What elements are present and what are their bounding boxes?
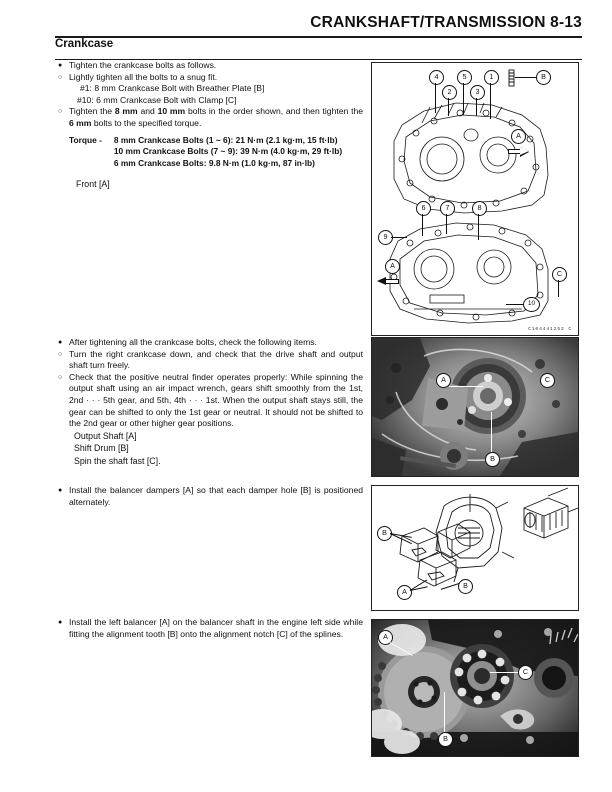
section-heading-block bbox=[55, 38, 582, 58]
callout-C: C bbox=[552, 267, 567, 282]
instruction-block-1 bbox=[58, 60, 363, 191]
leader-line bbox=[391, 237, 407, 238]
torque-line: 8 mm Crankcase Bolts (1 ~ 6): 21 N·m (2.1 kg·m, 15 ft·lb) bbox=[113, 134, 338, 145]
leader-line bbox=[515, 77, 536, 78]
crankcase-line-drawing bbox=[372, 63, 578, 335]
hollow-bullet-icon bbox=[58, 349, 62, 361]
figure-balancer-dampers bbox=[371, 485, 579, 611]
list-item-text: Turn the right crankcase down, and check that the drive shaft and output shaft turn freely. bbox=[69, 348, 363, 371]
list-item bbox=[58, 60, 363, 72]
callout-7: 7 bbox=[440, 201, 455, 216]
sub-text: #10: 6 mm Crankcase Bolt with Clamp [C] bbox=[77, 94, 237, 105]
callout-A: A bbox=[378, 630, 393, 645]
list-item bbox=[58, 106, 363, 129]
section-title: Crankcase bbox=[55, 38, 114, 50]
list-item-text: Lightly tighten all the bolts to a snug fit. bbox=[69, 71, 218, 82]
list-item-text: After tightening all the crankcase bolts, check the following items. bbox=[69, 337, 317, 347]
list-item bbox=[58, 349, 363, 372]
filled-bullet-icon bbox=[58, 337, 62, 349]
leader-line bbox=[478, 214, 479, 240]
leader-line bbox=[491, 412, 492, 452]
torque-line: 6 mm Crankcase Bolts: 9.8 N·m (1.0 kg·m, 87 in·lb) bbox=[113, 158, 315, 169]
leader-line bbox=[490, 672, 518, 673]
leader-line bbox=[449, 386, 483, 387]
shift-drum-label: Shift Drum [B] bbox=[74, 443, 129, 454]
front-direction-arrow-upper bbox=[508, 147, 530, 156]
list-item-text-mid: and bbox=[137, 106, 158, 117]
callout-B-lower: B bbox=[458, 579, 473, 594]
callout-9: 9 bbox=[378, 230, 393, 245]
leader-line bbox=[476, 98, 477, 116]
figure-crankcase-bolt-order bbox=[371, 62, 579, 336]
callout-B: B bbox=[536, 70, 551, 85]
left-balancer-photo bbox=[372, 620, 578, 756]
instruction-block-4 bbox=[58, 617, 363, 640]
leader-line bbox=[422, 214, 423, 236]
list-item-text-pre: Tighten the bbox=[69, 106, 115, 117]
callout-B-upper: B bbox=[377, 526, 392, 541]
instruction-block-3 bbox=[58, 485, 363, 508]
output-shaft-label: Output Shaft [A] bbox=[74, 430, 137, 441]
page-title: CRANKSHAFT/TRANSMISSION 8-13 bbox=[310, 14, 582, 31]
figure-neutral-finder-check bbox=[371, 337, 579, 477]
torque-values bbox=[114, 135, 342, 170]
callout-A-upper: A bbox=[511, 129, 526, 144]
front-direction-arrow-lower bbox=[377, 277, 399, 286]
filled-bullet-icon bbox=[58, 60, 62, 72]
torque-specification bbox=[58, 135, 363, 170]
spin-shaft-label: Spin the shaft fast [C]. bbox=[74, 455, 161, 466]
hollow-bullet-icon bbox=[58, 372, 62, 384]
list-item bbox=[58, 72, 363, 84]
callout-10: 10 bbox=[523, 297, 540, 312]
callout-2: 2 bbox=[442, 85, 457, 100]
callout-A: A bbox=[397, 585, 412, 600]
callout-C: C bbox=[540, 373, 555, 388]
hollow-bullet-icon bbox=[58, 72, 62, 84]
filled-bullet-icon bbox=[58, 485, 62, 497]
leader-line bbox=[463, 83, 464, 115]
callout-4: 4 bbox=[429, 70, 444, 85]
hollow-bullet-icon bbox=[58, 106, 62, 118]
callout-1: 1 bbox=[484, 70, 499, 85]
callout-C: C bbox=[518, 665, 533, 680]
list-item-text-post: bolts in the order shown, and then tighten the bbox=[185, 106, 364, 117]
instruction-block-2 bbox=[58, 337, 363, 467]
leader-line bbox=[558, 280, 559, 297]
crankcase-photo bbox=[372, 338, 578, 476]
callout-8: 8 bbox=[472, 201, 487, 216]
list-item bbox=[58, 617, 363, 640]
list-item-text: Install the left balancer [A] on the balancer shaft in the engine left side while fitting the alignment tooth [B] onto the alignment notch [C] of the splines. bbox=[69, 617, 363, 639]
leader-line bbox=[490, 83, 491, 119]
list-item-text-end: bolts to the specified torque. bbox=[91, 117, 202, 128]
list-item bbox=[58, 372, 363, 430]
torque-label: Torque - bbox=[69, 134, 102, 145]
list-item-text: Check that the positive neutral finder operates properly: While spinning the output shaft using an air impact wrench, gears shift smoothly from the 1st, 2nd · · · 5th gear, and 5th, 4th · · · 1st. When the output shaft stays still, the gear can be shifted to only the 1st gear or neutral. It should not be shifted to the 2nd gear or other higher gear positions. bbox=[69, 371, 363, 429]
emphasis-8mm: 8 mm bbox=[114, 106, 138, 117]
callout-5: 5 bbox=[457, 70, 472, 85]
emphasis-6mm: 6 mm bbox=[69, 117, 92, 128]
callout-6: 6 bbox=[416, 201, 431, 216]
callout-A-lower: A bbox=[385, 259, 400, 274]
list-item bbox=[58, 485, 363, 508]
leader-line bbox=[448, 98, 449, 116]
leader-line bbox=[446, 214, 447, 234]
callout-3: 3 bbox=[470, 85, 485, 100]
sub-text: #1: 8 mm Crankcase Bolt with Breather Plate [B] bbox=[80, 83, 265, 94]
leader-line bbox=[444, 692, 445, 732]
list-item-text: Tighten the crankcase bolts as follows. bbox=[69, 60, 217, 70]
breather-plate-icon bbox=[506, 69, 518, 87]
list-item bbox=[58, 337, 363, 349]
figure-left-balancer-install bbox=[371, 619, 579, 757]
torque-line: 10 mm Crankcase Bolts (7 ~ 9): 39 N·m (4.0 kg·m, 29 ft·lb) bbox=[113, 146, 343, 157]
figure-reference-code: C104441252 C bbox=[528, 327, 572, 332]
leader-line bbox=[506, 304, 523, 305]
callout-A: A bbox=[436, 373, 451, 388]
callout-B: B bbox=[438, 732, 453, 747]
list-item-text: Install the balancer dampers [A] so that each damper hole [B] is positioned alternately. bbox=[69, 485, 363, 507]
emphasis-10mm: 10 mm bbox=[157, 106, 186, 117]
leader-line bbox=[435, 83, 436, 113]
callout-B: B bbox=[485, 452, 500, 467]
filled-bullet-icon bbox=[58, 617, 62, 629]
front-reference-label: Front [A] bbox=[76, 178, 110, 189]
